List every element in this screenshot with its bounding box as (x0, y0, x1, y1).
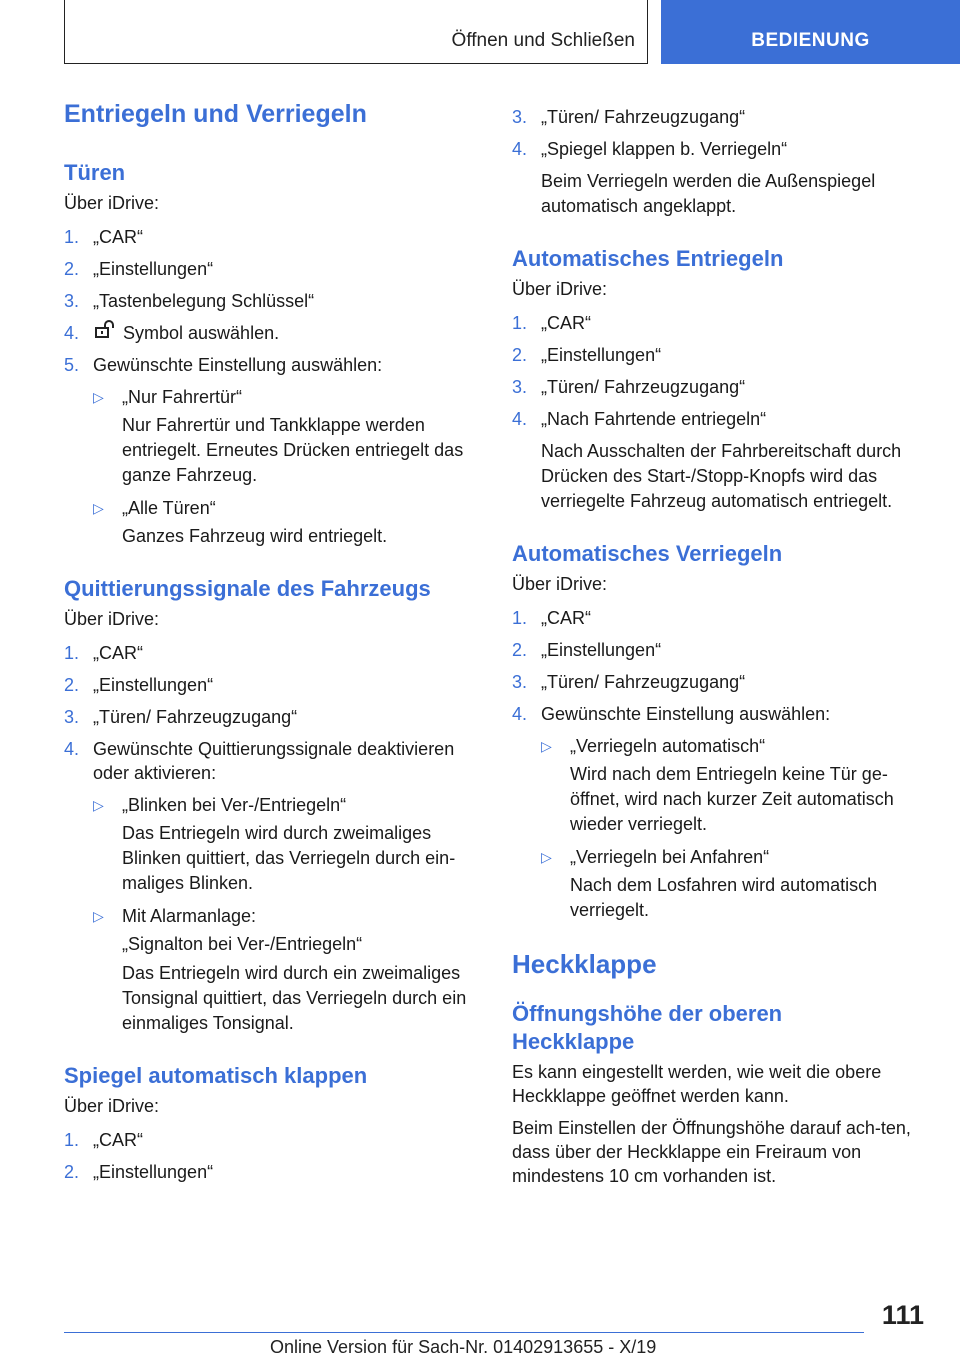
footer-text: Online Version für Sach-Nr. 01402913655 - X/19 (270, 1337, 657, 1357)
triangle-right-icon: ▷ (541, 738, 552, 754)
heading-auto-ver: Automatisches Verriegeln (512, 541, 783, 566)
sub-desc: Das Entriegeln wird durch zweimaliges Blinken quittiert, das Verriegeln durch ein-maliges Blinken. (122, 823, 456, 893)
sub-desc: Wird nach dem Entriegeln keine Tür ge-öffnet, wird nach kurzer Zeit automatisch wieder verriegelt. (570, 764, 894, 834)
list-item: 4. Gewünschte Quittierungssignale deaktivieren oder aktivieren: (64, 739, 455, 783)
header-chapter-box (661, 0, 960, 64)
intro-text: Über iDrive: (512, 279, 608, 299)
triangle-right-icon: ▷ (93, 797, 104, 813)
left-column (64, 100, 480, 1192)
lock-open-icon (95, 320, 117, 344)
sub-desc: „Signalton bei Ver-/Entriegeln“ (122, 934, 363, 954)
header-chapter-title: BEDIENUNG (751, 30, 870, 51)
list-item: 1. „CAR“ (64, 1130, 143, 1150)
list-item: 2. „Einstellungen“ (64, 1162, 214, 1182)
sub-desc: Nach dem Losfahren wird automatisch verriegelt. (570, 875, 878, 920)
intro-text: Über iDrive: (64, 609, 160, 629)
heading-quitt: Quittierungssignale des Fahrzeugs (64, 576, 431, 601)
list-item: 4. „Nach Fahrtende entriegeln“ (512, 409, 767, 429)
list-item: 3. „Türen/ Fahrzeugzugang“ (512, 672, 746, 692)
heading-heckklappe: Heckklappe (512, 949, 657, 979)
list-tueren (64, 225, 480, 377)
section-auto-ver (512, 540, 932, 923)
page-title: Entriegeln und Verriegeln (64, 100, 367, 128)
list-item: 1. „CAR“ (64, 227, 143, 247)
section-quitt (64, 575, 480, 1036)
heading-auto-ent: Automatisches Entriegeln (512, 246, 784, 271)
triangle-right-icon: ▷ (93, 389, 104, 405)
list-item: 4. Symbol auswählen. (64, 321, 480, 345)
sub-desc: Nur Fahrertür und Tankklappe werden entriegelt. Erneutes Drücken entriegelt das ganze Fahrzeug. (122, 415, 464, 485)
heading-tueren: Türen (64, 160, 126, 185)
header-section-title: Öffnen und Schließen (451, 30, 635, 51)
section-auto-ent (512, 245, 932, 514)
list-item: 1. „CAR“ (512, 313, 591, 333)
list-item: 3. „Türen/ Fahrzeugzugang“ (64, 707, 298, 727)
sub-desc: Ganzes Fahrzeug wird entriegelt. (122, 526, 388, 546)
item-desc: Nach Ausschalten der Fahrbereitschaft durch Drücken des Start-/Stopp-Knopfs wird das verriegelte Fahrzeug automatisch entriegelt. (541, 441, 902, 511)
sub-item: ▷ „Verriegeln automatisch“ (541, 736, 766, 756)
list-item: 2. „Einstellungen“ (64, 259, 214, 279)
sub-desc: Das Entriegeln wird durch ein zweimaliges Tonsignal quittiert, das Verriegeln durch ein einmaliges Tonsignal. (122, 963, 467, 1033)
list-item: 4. „Spiegel klappen b. Verriegeln“ (512, 139, 788, 159)
paragraph: Es kann eingestellt werden, wie weit die obere Heckklappe geöffnet werden kann. (512, 1062, 882, 1106)
paragraph: Beim Einstellen der Öffnungshöhe darauf ach-ten, dass über der Heckklappe ein Freiraum von mindestens 10 cm vorhanden ist. (512, 1118, 911, 1186)
list-item: 2. „Einstellungen“ (512, 345, 662, 365)
intro-text: Über iDrive: (64, 193, 160, 213)
page-number: 111 (881, 1300, 924, 1330)
sub-item: ▷ Mit Alarmanlage: (93, 906, 257, 926)
triangle-right-icon: ▷ (541, 849, 552, 865)
heading-oeffnungshoehe: Öffnungshöhe der oberen Heckklappe (512, 1001, 783, 1054)
header-section-box (64, 0, 648, 64)
list-item: 5. Gewünschte Einstellung auswählen: (64, 355, 383, 375)
list-item: 3. „Tastenbelegung Schlüssel“ (64, 291, 315, 311)
section-spiegel (64, 1062, 480, 1184)
sub-item: ▷ „Nur Fahrertür“ (93, 387, 243, 407)
list-item: 2. „Einstellungen“ (64, 675, 214, 695)
section-heckklappe (512, 949, 932, 1188)
list-item: 2. „Einstellungen“ (512, 640, 662, 660)
sub-item: ▷ „Alle Türen“ (93, 498, 216, 518)
intro-text: Über iDrive: (64, 1096, 160, 1116)
intro-text: Über iDrive: (512, 574, 608, 594)
list-item: 4. Gewünschte Einstellung auswählen: (512, 704, 831, 724)
list-item: 1. „CAR“ (512, 608, 591, 628)
sub-item: ▷ „Blinken bei Ver-/Entriegeln“ (93, 795, 347, 815)
footer-divider (64, 1332, 864, 1333)
list-item: 1. „CAR“ (64, 643, 143, 663)
sub-item: ▷ „Verriegeln bei Anfahren“ (541, 847, 770, 867)
heading-spiegel: Spiegel automatisch klappen (64, 1063, 368, 1088)
triangle-right-icon: ▷ (93, 908, 104, 924)
item-desc: Beim Verriegeln werden die Außenspiegel automatisch angeklappt. (541, 171, 876, 216)
list-item: 3. „Türen/ Fahrzeugzugang“ (512, 377, 746, 397)
list-item: 3. „Türen/ Fahrzeugzugang“ (512, 107, 746, 127)
triangle-right-icon: ▷ (93, 500, 104, 516)
right-column (512, 105, 932, 1196)
